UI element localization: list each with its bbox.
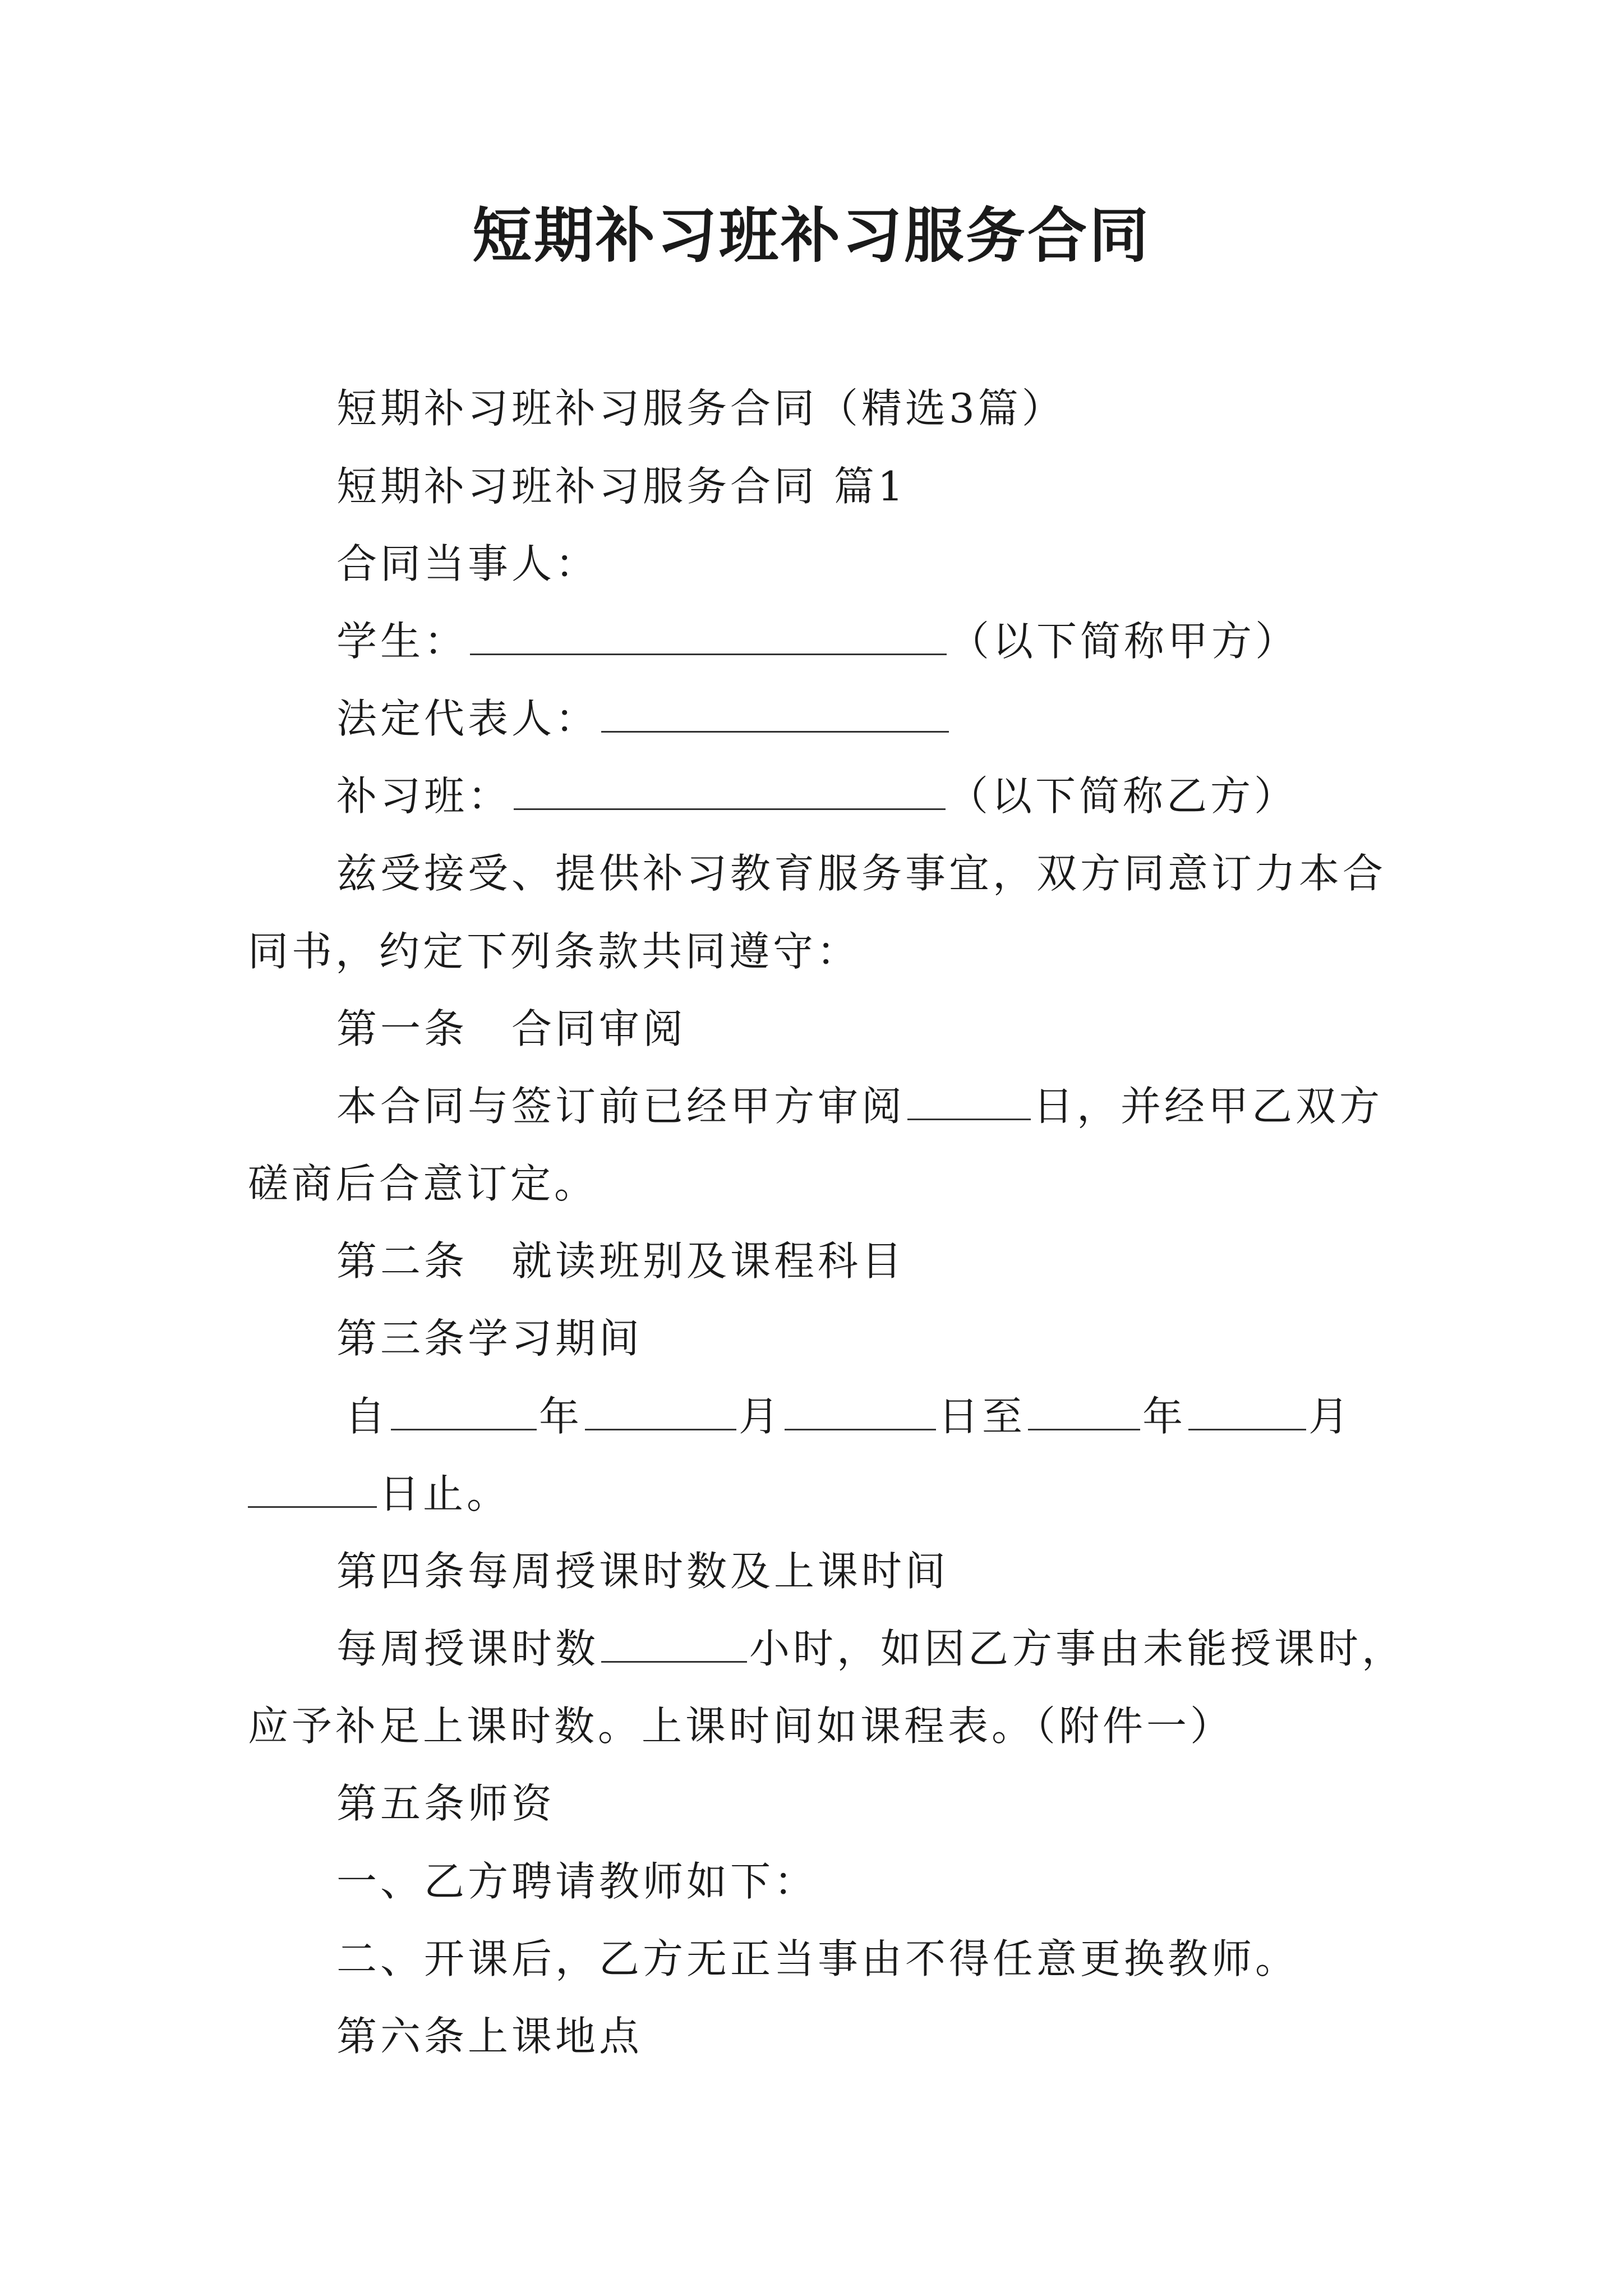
weekly-hours-text-end: 小时，如因乙方事由未能授课时， [749,1625,1406,1672]
section-heading: 短期补习班补习服务合同 篇1 [336,463,907,510]
weekly-hours-text: 每周授课时数 [336,1625,600,1672]
article-heading: 第二条 就读班别及课程科目 [336,1237,906,1285]
review-text: 本合同与签订前已经甲方审阅 [336,1083,906,1130]
weekly-hours-blank [601,1626,747,1663]
date-text: 年 [539,1393,583,1440]
date-range-row [345,1391,1352,1442]
student-blank [470,619,947,655]
student-label: 学生： [336,618,468,665]
paragraph-text: 同书，约定下列条款共同遵守： [248,928,861,975]
paragraph-text: 磋商后合意订定。 [248,1160,598,1207]
student-field-row [336,616,1299,666]
start-day-blank [785,1394,936,1430]
weekly-hours-row [336,1623,1405,1674]
article-heading: 第三条学习期间 [336,1315,643,1362]
legal-rep-field-row [336,693,951,744]
paragraph-text: 一、乙方聘请教师如下： [336,1858,818,1905]
page-title: 短期补习班补习服务合同 [472,200,1151,270]
student-note: （以下简称甲方） [949,618,1299,665]
legal-rep-label: 法定代表人： [336,695,600,742]
article-heading: 第五条师资 [336,1780,556,1827]
paragraph-text: 应予补足上课时数。上课时间如课程表。（附件一） [248,1703,1234,1750]
date-text: 月 [1308,1393,1353,1440]
article-heading: 第六条上课地点 [336,2013,643,2060]
end-day-blank [248,1471,377,1508]
legal-rep-blank [601,696,949,733]
end-year-blank [1028,1394,1140,1430]
tutor-class-label: 补习班： [336,772,512,820]
tutor-class-note: （以下简称乙方） [948,772,1298,820]
tutor-class-blank [514,774,946,810]
tutor-class-field-row [336,771,1298,821]
date-text: 月 [739,1393,783,1440]
review-days-row [336,1081,1383,1131]
start-month-blank [585,1394,736,1430]
paragraph-text: 合同当事人： [336,540,600,587]
end-month-blank [1188,1394,1306,1430]
article-heading: 第四条每周授课时数及上课时间 [336,1548,949,1595]
paragraph-text: 兹受接受、提供补习教育服务事宜，双方同意订力本合 [336,850,1387,897]
paragraph-text: 二、开课后，乙方无正当事由不得任意更换教师。 [336,1935,1299,1982]
review-days-blank [907,1084,1031,1120]
date-text: 日至 [938,1393,1026,1440]
date-range-end-row [248,1469,510,1519]
review-text-end: 日，并经甲乙双方 [1033,1083,1384,1130]
date-text: 自 [345,1393,389,1440]
date-text: 年 [1142,1393,1187,1440]
subtitle-line: 短期补习班补习服务合同（精选3篇） [336,385,1066,432]
date-text: 日止。 [379,1470,511,1517]
article-heading: 第一条 合同审阅 [336,1005,687,1052]
start-year-blank [391,1394,537,1430]
